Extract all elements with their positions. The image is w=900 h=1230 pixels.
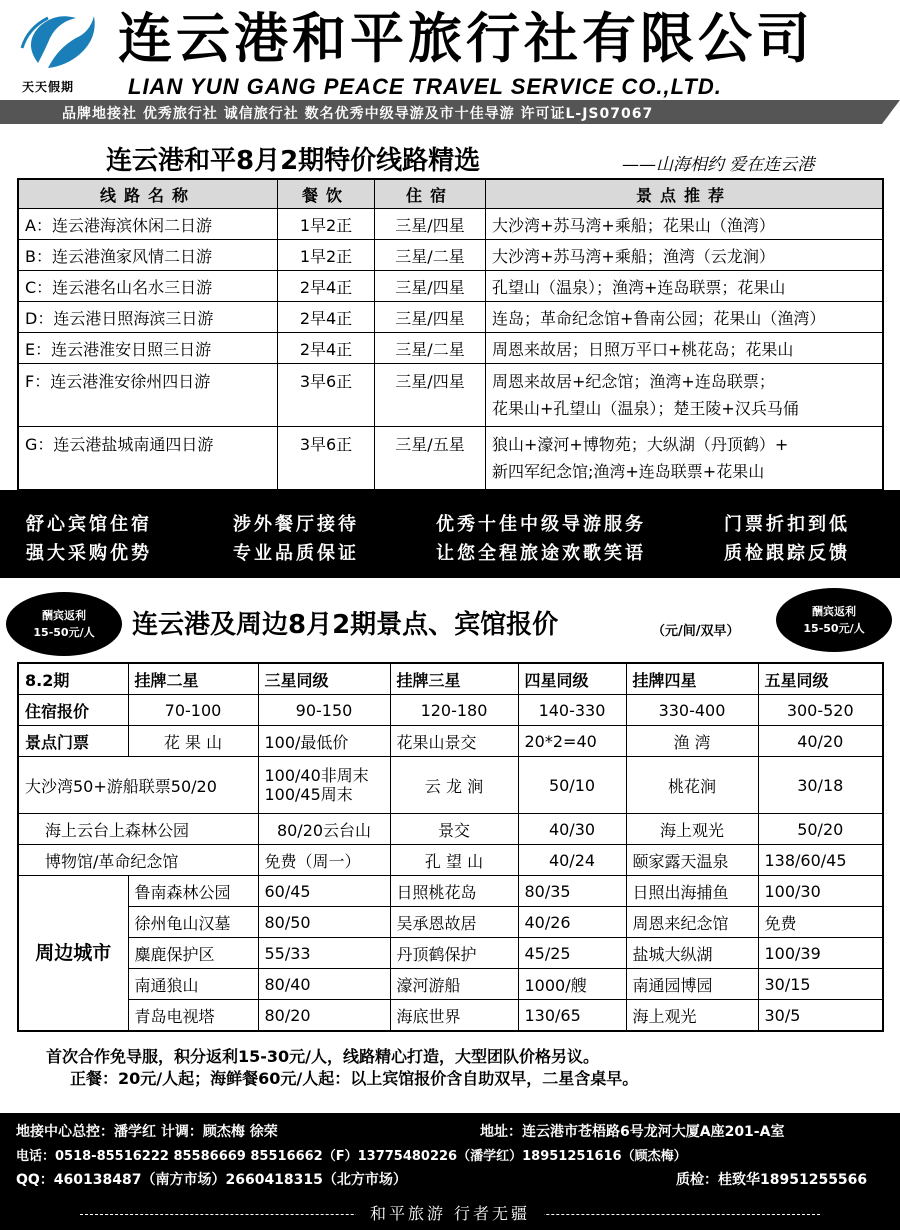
nearby-spot: 日照出海捕鱼 — [626, 876, 758, 907]
nearby-spot: 海底世界 — [390, 1000, 518, 1032]
nearby-price: 1000/艘 — [518, 969, 626, 1000]
spot-price: 50/20 — [758, 814, 883, 845]
route-hotel: 三星/四星 — [375, 364, 486, 427]
hotel-grade: 五星同级 — [758, 663, 883, 695]
nearby-row — [18, 1000, 883, 1032]
nearby-spot: 周恩来纪念馆 — [626, 907, 758, 938]
route-spots: 孔望山（温泉）；渔湾+连岛联票；花果山 — [486, 271, 884, 302]
nearby-spot: 麋鹿保护区 — [128, 938, 258, 969]
nearby-spot: 濠河游船 — [390, 969, 518, 1000]
ticket-label: 景点门票 — [18, 726, 128, 757]
badge-line2: 15-50元/人 — [33, 626, 95, 639]
nearby-price: 40/26 — [518, 907, 626, 938]
nearby-spot: 南通园博园 — [626, 969, 758, 1000]
spot-price: 100/45周末 — [264, 785, 353, 804]
hotel-price: 120-180 — [390, 695, 518, 726]
nearby-spot: 吴承恩故居 — [390, 907, 518, 938]
spot-price: 30/18 — [758, 757, 883, 814]
hotel-price: 90-150 — [258, 695, 390, 726]
nearby-spot: 海上观光 — [626, 1000, 758, 1032]
routes-table — [17, 178, 884, 491]
route-spots-cell — [486, 427, 884, 491]
header-hotel: 住宿 — [375, 179, 486, 209]
feature-item: 强大采购优势 — [26, 543, 152, 564]
hotel-price-row — [18, 695, 883, 726]
spot-name: 花果山景交 — [390, 726, 518, 757]
hotel-price: 70-100 — [128, 695, 258, 726]
feature-item: 让您全程旅途欢歌笑语 — [436, 543, 646, 564]
prices-unit: （元/间/双早） — [652, 624, 740, 639]
badge-line2: 15-50元/人 — [803, 622, 865, 635]
route-hotel: 三星/二星 — [375, 240, 486, 271]
nearby-price: 免费 — [758, 907, 883, 938]
table-row — [18, 209, 883, 240]
spot-name: 海上云台上森林公园 — [18, 814, 258, 845]
spot-name: 桃花涧 — [626, 757, 758, 814]
routes-header-row — [18, 179, 883, 209]
route-meals: 2早4正 — [278, 333, 375, 364]
spot-price: 138/60/45 — [758, 845, 883, 876]
ticket-row — [18, 757, 883, 814]
note-line: 首次合作免导服，积分返利15-30元/人，线路精心打造，大型团队价格另议。 — [46, 1047, 600, 1066]
nearby-spot: 盐城大纵湖 — [626, 938, 758, 969]
rebate-badge-right — [776, 588, 892, 652]
route-hotel: 三星/二星 — [375, 333, 486, 364]
table-row — [18, 427, 883, 491]
ticket-row — [18, 726, 883, 757]
prices-table — [17, 662, 884, 1032]
rebate-badge-left — [6, 592, 122, 656]
footer-slogan-text: 和平旅游 行者无疆 — [356, 1204, 544, 1223]
route-name: F：连云港淮安徐州四日游 — [18, 364, 278, 427]
spot-price: 80/20云台山 — [258, 814, 390, 845]
nearby-row — [18, 969, 883, 1000]
nearby-row — [18, 907, 883, 938]
hotel-price-label: 住宿报价 — [18, 695, 128, 726]
spot-name: 景交 — [390, 814, 518, 845]
route-meals: 2早4正 — [278, 271, 375, 302]
company-name-cn: 连云港和平旅行社有限公司 — [118, 7, 814, 70]
spot-name: 花 果 山 — [128, 726, 258, 757]
feature-item: 专业品质保证 — [233, 543, 359, 564]
route-spots: 大沙湾+苏马湾+乘船；渔湾（云龙涧） — [486, 240, 884, 271]
table-row — [18, 302, 883, 333]
feature-item: 优秀十佳中级导游服务 — [436, 514, 646, 535]
route-spots-line2: 花果山+孔望山（温泉）；楚王陵+汉兵马俑 — [492, 399, 799, 418]
route-hotel: 三星/四星 — [375, 302, 486, 333]
nearby-price: 45/25 — [518, 938, 626, 969]
header-route-name: 线路名称 — [18, 179, 278, 209]
nearby-row — [18, 876, 883, 907]
nearby-spot: 南通狼山 — [128, 969, 258, 1000]
hotel-grade: 挂牌二星 — [128, 663, 258, 695]
feature-item: 涉外餐厅接待 — [233, 514, 359, 535]
table-row — [18, 333, 883, 364]
route-spots: 周恩来故居+纪念馆；渔湾+连岛联票； — [492, 372, 775, 391]
route-hotel: 三星/五星 — [375, 427, 486, 491]
feature-item: 质检跟踪反馈 — [724, 543, 850, 564]
company-logo-icon — [18, 8, 98, 78]
hotel-grade: 四星同级 — [518, 663, 626, 695]
route-hotel: 三星/四星 — [375, 209, 486, 240]
route-meals: 1早2正 — [278, 240, 375, 271]
spot-name: 海上观光 — [626, 814, 758, 845]
logo-tagline: 天天假期 — [22, 80, 75, 94]
period-label: 8.2期 — [18, 663, 128, 695]
spot-name: 颐家露天温泉 — [626, 845, 758, 876]
route-name: E：连云港淮安日照三日游 — [18, 333, 278, 364]
contact-quality: 质检：桂致华18951255566 — [676, 1172, 868, 1188]
nearby-price: 100/30 — [758, 876, 883, 907]
hotel-grade: 三星同级 — [258, 663, 390, 695]
badge-line1: 酬宾返利 — [812, 605, 856, 618]
contact-address: 地址：连云港市苍梧路6号龙河大厦A座201-A室 — [480, 1124, 785, 1140]
hotel-grade: 挂牌三星 — [390, 663, 518, 695]
route-name: G：连云港盐城南通四日游 — [18, 427, 278, 491]
route-meals: 1早2正 — [278, 209, 375, 240]
spot-price: 100/最低价 — [258, 726, 390, 757]
route-spots-line2: 新四军纪念馆;渔湾+连岛联票+花果山 — [492, 462, 765, 481]
contact-qq: QQ：460138487（南方市场）2660418315（北方市场） — [16, 1172, 407, 1188]
nearby-price: 80/50 — [258, 907, 390, 938]
route-meals: 3早6正 — [278, 427, 375, 491]
nearby-spot: 徐州龟山汉墓 — [128, 907, 258, 938]
header-meals: 餐饮 — [278, 179, 375, 209]
spot-price: 50/10 — [518, 757, 626, 814]
company-name-en: LIAN YUN GANG PEACE TRAVEL SERVICE CO.,LTD. — [128, 74, 722, 99]
nearby-price: 55/33 — [258, 938, 390, 969]
nearby-price: 30/15 — [758, 969, 883, 1000]
nearby-price: 130/65 — [518, 1000, 626, 1032]
routes-subtitle: ——山海相约 爱在连云港 — [622, 155, 815, 175]
route-meals: 3早6正 — [278, 364, 375, 427]
feature-item: 舒心宾馆住宿 — [26, 514, 152, 535]
route-name: A：连云港海滨休闲二日游 — [18, 209, 278, 240]
spot-price: 40/24 — [518, 845, 626, 876]
spot-name: 孔 望 山 — [390, 845, 518, 876]
nearby-spot: 青岛电视塔 — [128, 1000, 258, 1032]
table-row — [18, 364, 883, 427]
feature-band — [0, 490, 900, 578]
nearby-spot: 丹顶鹤保护 — [390, 938, 518, 969]
contact-staff: 地接中心总控：潘学红 计调：顾杰梅 徐荣 — [16, 1124, 278, 1140]
nearby-price: 100/39 — [758, 938, 883, 969]
header-spots: 景点推荐 — [486, 179, 884, 209]
route-name: D：连云港日照海滨三日游 — [18, 302, 278, 333]
route-hotel: 三星/四星 — [375, 271, 486, 302]
nearby-row — [18, 938, 883, 969]
hotel-price: 140-330 — [518, 695, 626, 726]
nearby-label: 周边城市 — [18, 876, 128, 1032]
spot-price: 40/30 — [518, 814, 626, 845]
nearby-price: 80/35 — [518, 876, 626, 907]
nearby-price: 80/40 — [258, 969, 390, 1000]
slogan-text: 品牌地接社 优秀旅行社 诚信旅行社 数名优秀中级导游及市十佳导游 许可证L-JS07067 — [62, 106, 654, 122]
spot-price-cell — [258, 757, 390, 814]
nearby-price: 60/45 — [258, 876, 390, 907]
feature-item: 门票折扣到低 — [724, 514, 850, 535]
note-line: 正餐：20元/人起；海鲜餐60元/人起：以上宾馆报价含自助双早，二星含桌早。 — [70, 1069, 639, 1088]
price-note — [40, 1046, 880, 1090]
spot-name: 博物馆/革命纪念馆 — [18, 845, 258, 876]
contact-phone: 电话：0518-85516222 85586669 85516662（F）13775480226（潘学红）18951251616（顾杰梅） — [16, 1149, 687, 1164]
spot-price: 免费（周一） — [258, 845, 390, 876]
nearby-spot: 鲁南森林公园 — [128, 876, 258, 907]
hotel-price: 330-400 — [626, 695, 758, 726]
nearby-price: 80/20 — [258, 1000, 390, 1032]
route-spots: 大沙湾+苏马湾+乘船；花果山（渔湾） — [486, 209, 884, 240]
table-row — [18, 271, 883, 302]
footer-slogan — [0, 1201, 900, 1224]
ticket-row — [18, 845, 883, 876]
table-row — [18, 240, 883, 271]
hotel-grade: 挂牌四星 — [626, 663, 758, 695]
spot-price: 20*2=40 — [518, 726, 626, 757]
routes-title: 连云港和平8月2期特价线路精选 — [106, 146, 481, 176]
spot-price: 100/40非周末 — [264, 766, 369, 785]
spot-name: 云 龙 涧 — [390, 757, 518, 814]
nearby-price: 30/5 — [758, 1000, 883, 1032]
route-spots-cell — [486, 364, 884, 427]
hotel-header-row — [18, 663, 883, 695]
spot-name: 渔 湾 — [626, 726, 758, 757]
route-spots: 周恩来故居；日照万平口+桃花岛；花果山 — [486, 333, 884, 364]
route-name: B：连云港渔家风情二日游 — [18, 240, 278, 271]
ticket-row — [18, 814, 883, 845]
prices-title: 连云港及周边8月2期景点、宾馆报价 — [132, 610, 559, 640]
nearby-spot: 日照桃花岛 — [390, 876, 518, 907]
spot-price: 40/20 — [758, 726, 883, 757]
badge-line1: 酬宾返利 — [42, 609, 86, 622]
hotel-price: 300-520 — [758, 695, 883, 726]
route-spots: 连岛；革命纪念馆+鲁南公园；花果山（渔湾） — [486, 302, 884, 333]
route-spots: 狼山+濠河+博物苑；大纵湖（丹顶鹤）+ — [492, 435, 789, 454]
route-name: C：连云港名山名水三日游 — [18, 271, 278, 302]
route-meals: 2早4正 — [278, 302, 375, 333]
spot-name: 大沙湾50+游船联票50/20 — [18, 757, 258, 814]
